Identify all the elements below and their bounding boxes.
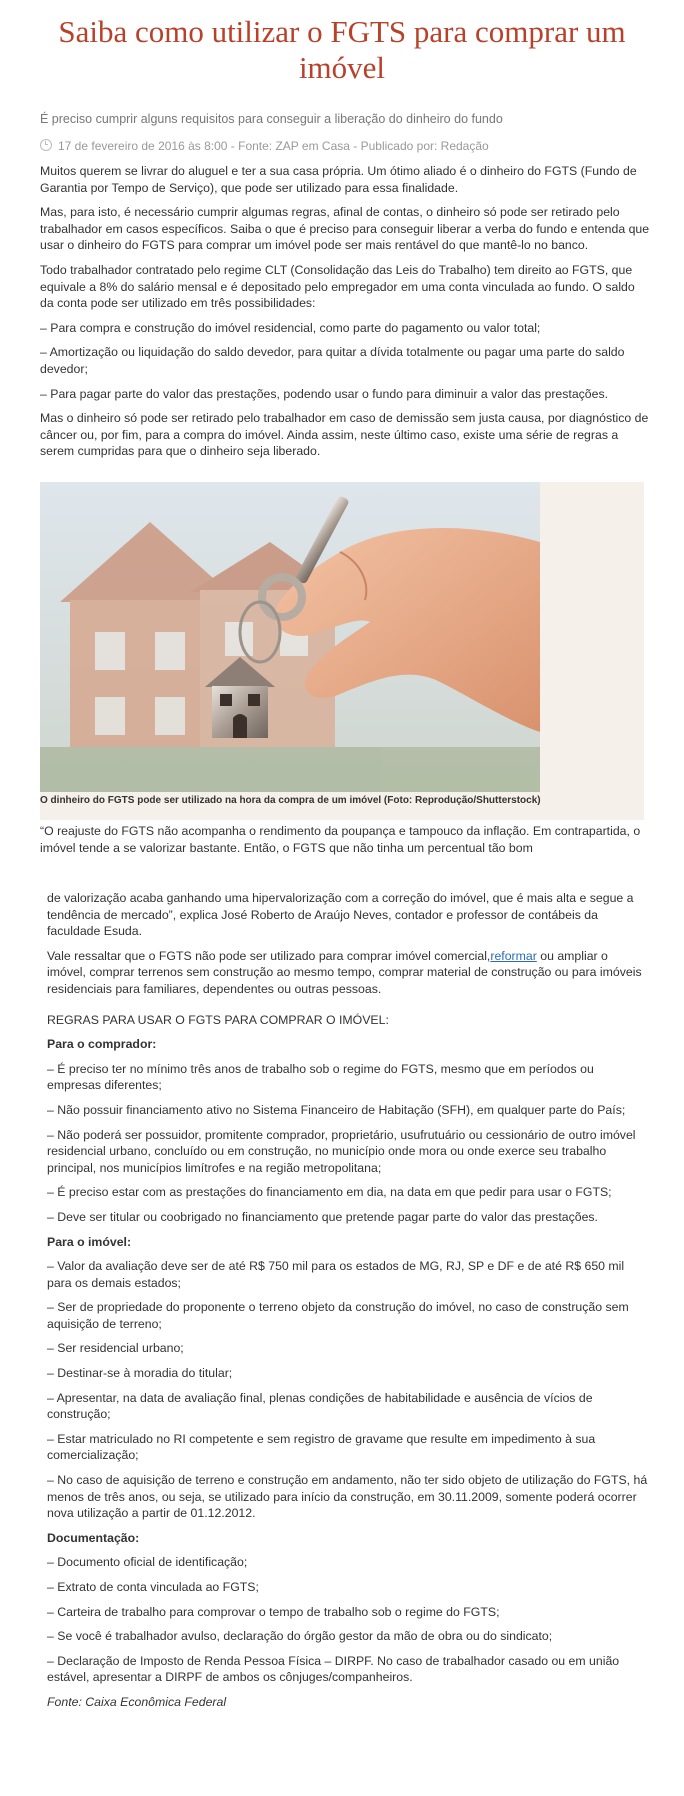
list-item: – Ser residencial urbano; xyxy=(47,1341,184,1356)
article-source: Fonte: Caixa Econômica Federal xyxy=(47,1694,227,1709)
article-figure xyxy=(40,482,644,820)
reformar-link[interactable]: reformar xyxy=(490,948,537,963)
quote-start: “O reajuste do FGTS não acompanha o rendimento da poupança e tampouco da inflação. Em contrapartida, o imóvel tende a se valorizar bastante. Então, o FGTS que não tinha um percentual tão bom xyxy=(40,824,641,855)
rules-heading: REGRAS PARA USAR O FGTS PARA COMPRAR O IMÓVEL: xyxy=(47,1012,389,1027)
list-item: – É preciso ter no mínimo três anos de trabalho sob o regime do FGTS, mesmo que em períodos ou empresas diferentes; xyxy=(47,1061,594,1093)
list-item: – Destinar-se à moradia do titular; xyxy=(47,1366,233,1381)
list-item: – Para pagar parte do valor das prestações, podendo usar o fundo para diminuir a valor das prestações. xyxy=(40,386,609,401)
list-item: – É preciso estar com as prestações do financiamento em dia, na data em que pedir para usar o FGTS; xyxy=(47,1185,612,1200)
article-body-bottom xyxy=(47,890,650,1719)
house-key-illustration xyxy=(40,482,540,792)
article-title: Saiba como utilizar o FGTS para comprar um imóvel xyxy=(58,14,626,85)
house-key-photo xyxy=(40,482,540,792)
paragraph: Todo trabalhador contratado pelo regime CLT (Consolidação das Leis do Trabalho) tem direito ao FGTS, que equivale a 8% do salário mensal e é depositado pelo empregador em uma conta vinculada ao fundo. O saldo da conta pode ser utilizado em três possibilidades: xyxy=(40,262,635,311)
paragraph: Mas, para isto, é necessário cumprir algumas regras, afinal de contas, o dinheiro só pode ser retirado pelo trabalhador em casos específicos. Saiba o que é preciso para conseguir liberar a verba do fundo e entenda que usar o dinheiro do FGTS para comprar um imóvel pode ser mais rentável do que mantê-lo no banco. xyxy=(40,205,650,253)
article-subtitle: É preciso cumprir alguns requisitos para conseguir a liberação do dinheiro do fundo xyxy=(40,112,503,126)
docs-heading: Documentação: xyxy=(47,1530,140,1545)
property-heading: Para o imóvel: xyxy=(47,1234,132,1249)
list-item: – No caso de aquisição de terreno e construção em andamento, não ter sido objeto de utilização do FGTS, há menos de três anos, ou seja, se utilizado para início da construção, em 30.11.2009, somente poderá ocorrer nova utilização a partir de 01.12.2012. xyxy=(47,1473,648,1521)
commercial-text-start: Vale ressaltar que o FGTS não pode ser utilizado para comprar imóvel comercial, xyxy=(47,948,491,963)
list-item: – Ser de propriedade do proponente o terreno objeto da construção do imóvel, no caso de construção sem aquisição de terreno; xyxy=(47,1300,629,1331)
list-item: – Para compra e construção do imóvel residencial, como parte do pagamento ou valor total; xyxy=(40,320,541,335)
article-meta xyxy=(40,139,660,153)
list-item: – Valor da avaliação deve ser de até R$ 750 mil para os estados de MG, RJ, SP e DF e de até R$ 650 mil para os demais estados; xyxy=(47,1259,625,1290)
quote-end: de valorização acaba ganhando uma hipervalorização com a correção do imóvel, que é mais alta e segue a tendência de mercado”, explica José Roberto de Araújo Neves, contador e professor de contábeis da faculdade Esuda. xyxy=(47,891,634,939)
list-item: – Não poderá ser possuidor, promitente comprador, proprietário, usufrutuário ou cessionário de outro imóvel residencial urbano, concluído ou em construção, no município onde mora ou onde exerce seu trabalho principal, nos municípios limítrofes e na região metropolitana; xyxy=(47,1127,636,1175)
image-caption: O dinheiro do FGTS pode ser utilizado na hora da compra de um imóvel (Foto: Reprodução/Shutterstock) xyxy=(40,795,541,806)
list-item: – Amortização ou liquidação do saldo devedor, para quitar a dívida totalmente ou pagar uma parte do saldo devedor; xyxy=(40,345,625,376)
publish-info: 17 de fevereiro de 2016 às 8:00 - Fonte: ZAP em Casa - Publicado por: Redação xyxy=(58,139,489,153)
list-item: – Apresentar, na data de avaliação final, plenas condições de habitabilidade e ausência de vícios de construção; xyxy=(47,1390,593,1422)
list-item: – Deve ser titular ou coobrigado no financiamento que pretende pagar parte do valor das prestações. xyxy=(47,1209,598,1224)
clock-icon xyxy=(40,139,52,151)
article-body-top xyxy=(40,163,650,468)
paragraph-commercial xyxy=(47,948,650,998)
list-item: – Declaração de Imposto de Renda Pessoa Física – DIRPF. No caso de trabalhador casado ou em união estável, apresentar a DIRPF de ambos os cônjuges/companheiros. xyxy=(47,1653,620,1685)
list-item: – Se você é trabalhador avulso, declaração do órgão gestor da mão de obra ou do sindicato; xyxy=(47,1629,553,1644)
list-item: – Estar matriculado no RI competente e sem registro de gravame que resulte em impedimento à sua comercialização; xyxy=(47,1431,596,1463)
list-item: – Extrato de conta vinculada ao FGTS; xyxy=(47,1580,259,1594)
list-item: – Carteira de trabalho para comprovar o tempo de trabalho sob o regime do FGTS; xyxy=(47,1604,500,1619)
list-item: – Não possuir financiamento ativo no Sistema Financeiro de Habitação (SFH), em qualquer parte do País; xyxy=(47,1102,626,1117)
list-item: – Documento oficial de identificação; xyxy=(47,1555,248,1570)
commercial-text-end: ou ampliar o imóvel, comprar terrenos sem construção ao mesmo tempo, comprar material de construção ou para imóveis residenciais para familiares, dependentes ou outras pessoas. xyxy=(47,948,642,996)
paragraph: Mas o dinheiro só pode ser retirado pelo trabalhador em caso de demissão sem justa causa, por diagnóstico de câncer ou, por fim, para a compra do imóvel. Ainda assim, neste último caso, existe uma série de regras a serem cumpridas para que o dinheiro seja liberado. xyxy=(40,411,649,459)
paragraph: Muitos querem se livrar do aluguel e ter a sua casa própria. Um ótimo aliado é o dinheiro do FGTS (Fundo de Garantia por Tempo de Serviço), que pode ser utilizado para essa finalidade. xyxy=(40,164,637,195)
buyer-heading: Para o comprador: xyxy=(47,1037,157,1052)
